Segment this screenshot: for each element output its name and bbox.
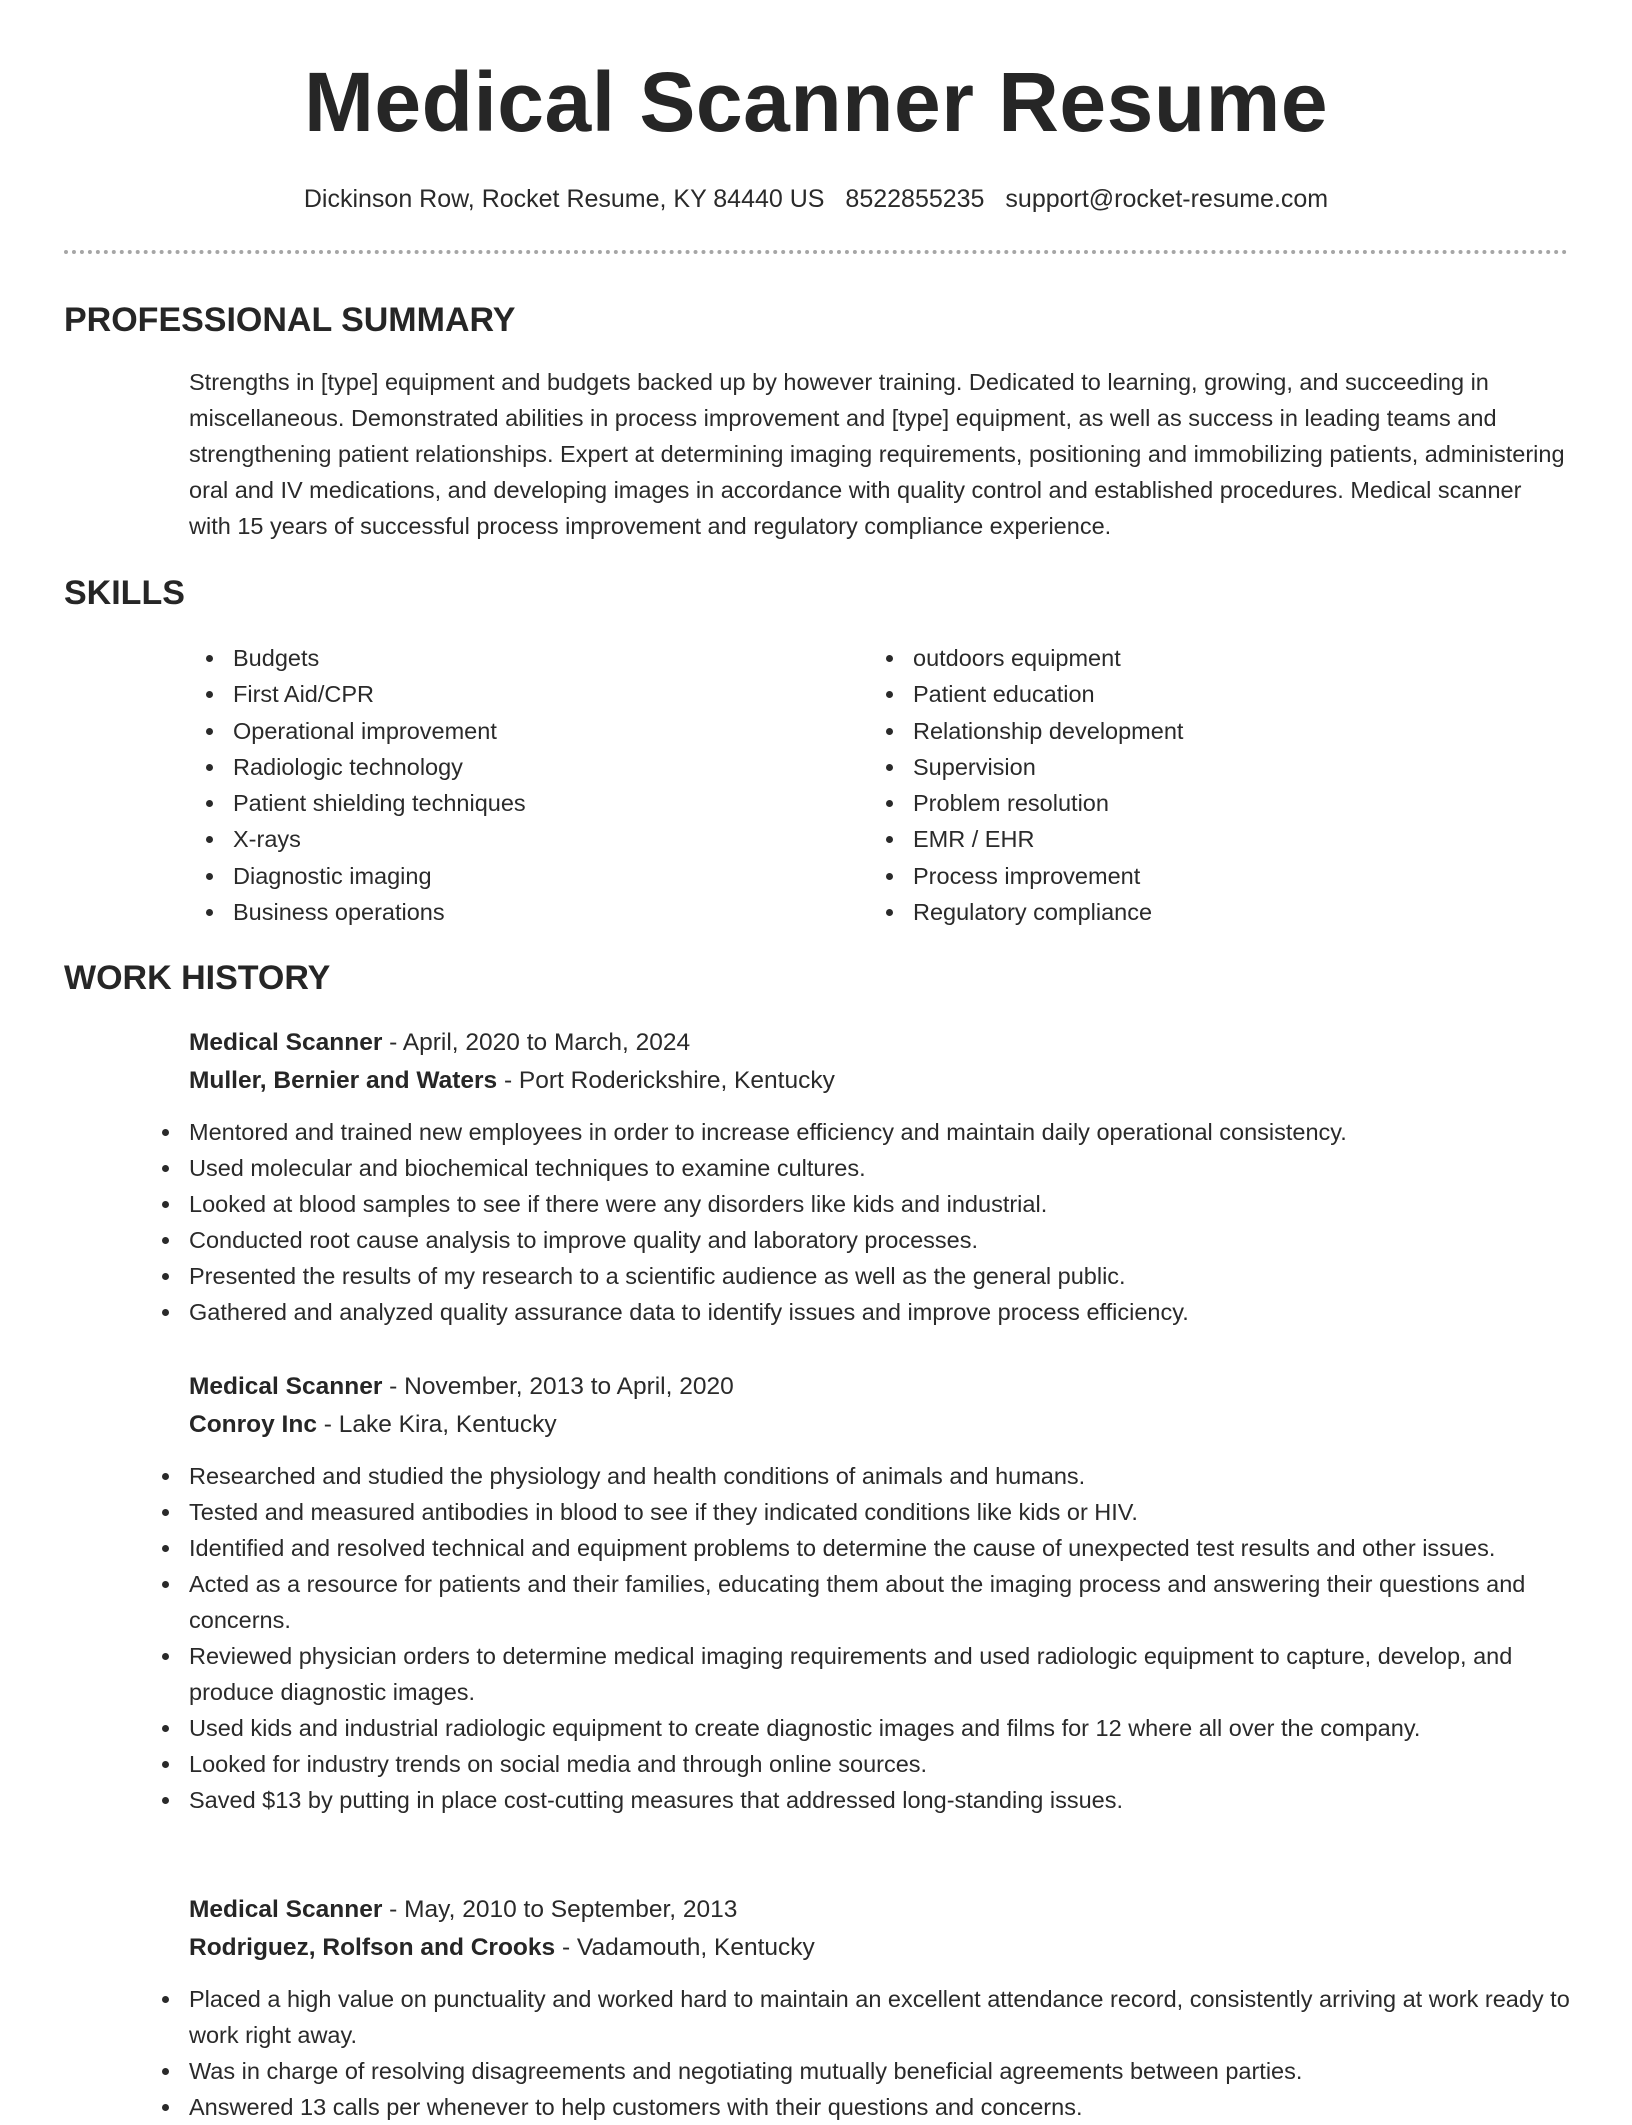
- job-company-line: [189, 1406, 1569, 1444]
- skill-item: X-rays: [189, 821, 829, 857]
- job-bullets: [145, 1458, 1575, 1818]
- job-location: - Lake Kira, Kentucky: [316, 1411, 557, 1438]
- skill-item: EMR / EHR: [869, 821, 1509, 857]
- skills-list-left: [189, 640, 829, 930]
- resume-title: Medical Scanner Resume: [303, 55, 1329, 149]
- job-title: Medical Scanner: [189, 1029, 383, 1056]
- job-dates: - November, 2013 to April, 2020: [382, 1373, 734, 1400]
- job-company-line: [189, 1929, 1569, 1967]
- job-bullet: Conducted root cause analysis to improve quality and laboratory processes.: [145, 1222, 1575, 1258]
- skill-item: outdoors equipment: [869, 640, 1509, 676]
- job-bullet: Tested and measured antibodies in blood to see if they indicated conditions like kids or HIV.: [145, 1494, 1575, 1530]
- skill-item: Diagnostic imaging: [189, 858, 829, 894]
- skill-item: Regulatory compliance: [869, 894, 1509, 930]
- job-bullet: Answered 13 calls per whenever to help customers with their questions and concerns.: [145, 2089, 1575, 2125]
- job-company: Conroy Inc: [189, 1411, 317, 1438]
- job-bullet: Acted as a resource for patients and their families, educating them about the imaging process and answering their questions and concerns.: [145, 1566, 1575, 1638]
- job-bullet: Mentored and trained new employees in order to increase efficiency and maintain daily operational consistency.: [145, 1114, 1575, 1150]
- job-bullet: Used molecular and biochemical techniques to examine cultures.: [145, 1150, 1575, 1186]
- job-company: Muller, Bernier and Waters: [189, 1067, 498, 1094]
- job-bullets: [145, 1114, 1575, 1330]
- job-entry: [189, 1891, 1569, 2125]
- job-bullet: Looked for industry trends on social media and through online sources.: [145, 1746, 1575, 1782]
- job-title-line: [189, 1368, 1569, 1406]
- summary-heading: PROFESSIONAL SUMMARY: [64, 301, 516, 339]
- job-title-line: [189, 1024, 1569, 1062]
- job-bullet: Researched and studied the physiology and health conditions of animals and humans.: [145, 1458, 1575, 1494]
- contact-line: [0, 182, 1632, 216]
- skill-item: Patient education: [869, 676, 1509, 712]
- contact-phone: 8522855235: [845, 185, 985, 213]
- skill-item: Patient shielding techniques: [189, 785, 829, 821]
- job-bullet: Placed a high value on punctuality and worked hard to maintain an excellent attendance record, consistently arriving at work ready to work right away.: [145, 1981, 1575, 2053]
- job-title: Medical Scanner: [189, 1373, 383, 1400]
- skill-item: Radiologic technology: [189, 749, 829, 785]
- job-bullets: [145, 1981, 1575, 2125]
- job-entry: [189, 1024, 1569, 1330]
- skills-heading: SKILLS: [64, 574, 185, 612]
- job-dates: - April, 2020 to March, 2024: [382, 1029, 691, 1056]
- skill-item: Problem resolution: [869, 785, 1509, 821]
- skill-item: Relationship development: [869, 713, 1509, 749]
- skill-item: Supervision: [869, 749, 1509, 785]
- skill-item: First Aid/CPR: [189, 676, 829, 712]
- skill-item: Operational improvement: [189, 713, 829, 749]
- job-bullet: Presented the results of my research to a scientific audience as well as the general public.: [145, 1258, 1575, 1294]
- work-history-heading: WORK HISTORY: [64, 959, 331, 997]
- summary-text: Strengths in [type] equipment and budgets backed up by however training. Dedicated to learning, growing, and succeeding in miscellaneous. Demonstrated abilities in process improvement and [type] equipment, as well as success in leading teams and strengthening patient relationships. Expert at determining imaging requirements, positioning and immobilizing patients, administering oral and IV medications, and developing images in accordance with quality control and established procedures. Medical scanner with 15 years of successful process improvement and regulatory compliance experience.: [189, 369, 1565, 539]
- job-entry: [189, 1368, 1569, 1818]
- skill-item: Budgets: [189, 640, 829, 676]
- job-bullet: Saved $13 by putting in place cost-cutting measures that addressed long-standing issues.: [145, 1782, 1575, 1818]
- skill-item: Process improvement: [869, 858, 1509, 894]
- job-bullet: Used kids and industrial radiologic equipment to create diagnostic images and films for 12 where all over the company.: [145, 1710, 1575, 1746]
- skills-list-right: [869, 640, 1509, 930]
- job-bullet: Gathered and analyzed quality assurance data to identify issues and improve process efficiency.: [145, 1294, 1575, 1330]
- job-title-line: [189, 1891, 1569, 1929]
- job-location: - Port Roderickshire, Kentucky: [497, 1067, 835, 1094]
- contact-address: Dickinson Row, Rocket Resume, KY 84440 US: [303, 185, 825, 213]
- header-divider: [64, 250, 1568, 254]
- job-dates: - May, 2010 to September, 2013: [382, 1896, 738, 1923]
- job-bullet: Identified and resolved technical and equipment problems to determine the cause of unexpected test results and other issues.: [145, 1530, 1575, 1566]
- job-location: - Vadamouth, Kentucky: [555, 1934, 815, 1961]
- job-company-line: [189, 1062, 1569, 1100]
- job-bullet: Reviewed physician orders to determine medical imaging requirements and used radiologic equipment to capture, develop, and produce diagnostic images.: [145, 1638, 1575, 1710]
- job-bullet: Was in charge of resolving disagreements and negotiating mutually beneficial agreements between parties.: [145, 2053, 1575, 2089]
- contact-email: support@rocket-resume.com: [1005, 185, 1329, 213]
- job-company: Rodriguez, Rolfson and Crooks: [189, 1934, 556, 1961]
- skill-item: Business operations: [189, 894, 829, 930]
- job-bullet: Looked at blood samples to see if there were any disorders like kids and industrial.: [145, 1186, 1575, 1222]
- job-title: Medical Scanner: [189, 1896, 383, 1923]
